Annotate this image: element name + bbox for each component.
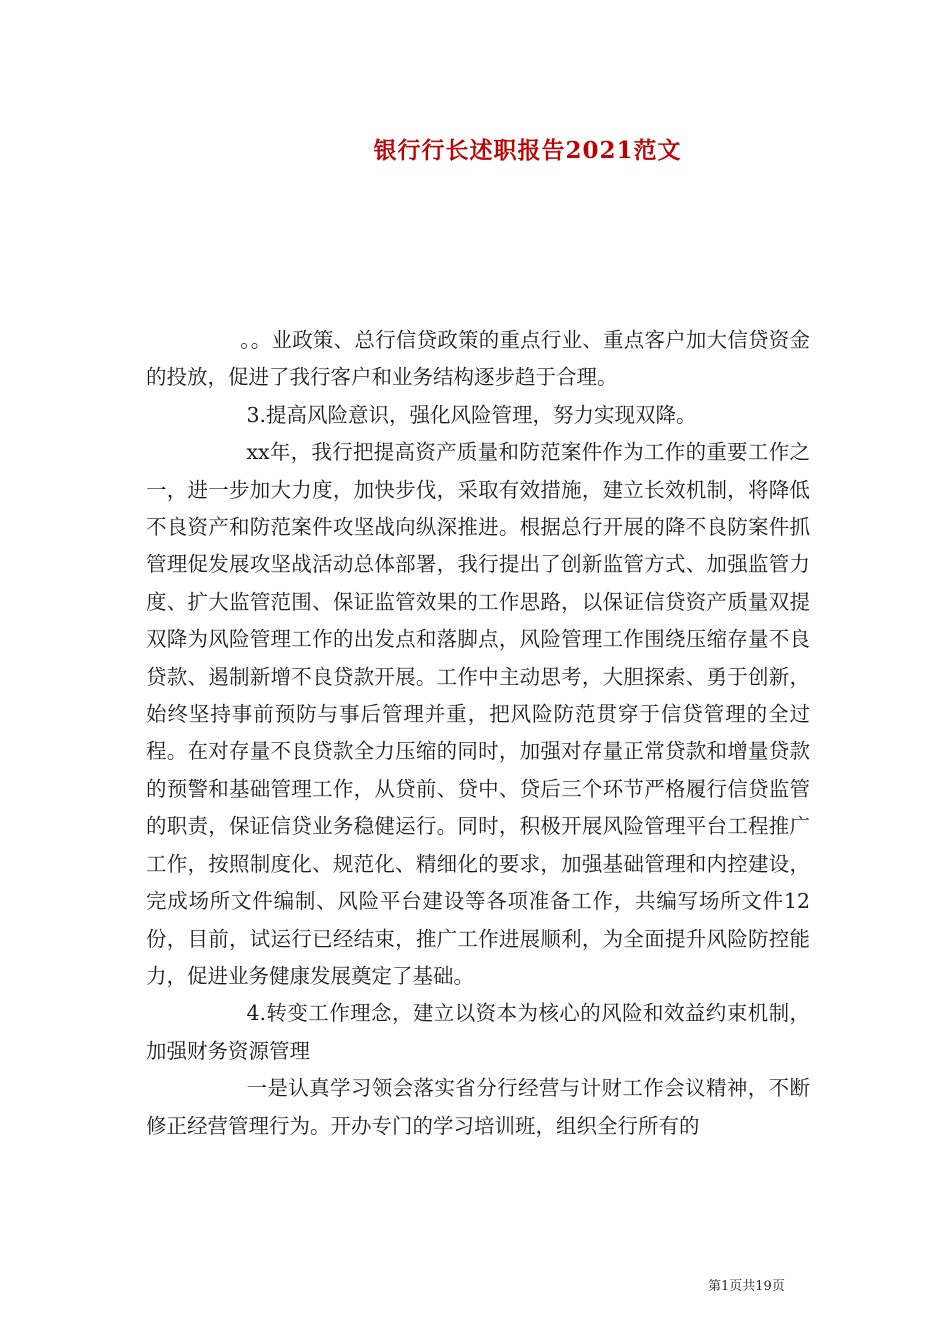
paragraph-5: 一是认真学习领会落实省分行经营与计财工作会议精神，不断修正经营管理行为。开办专门的学习培训班，组织全行所有的 [146, 1076, 810, 1138]
paragraph-4: 4.转变工作理念，建立以资本为核心的风险和效益约束机制，加强财务资源管理 [146, 1001, 810, 1063]
paragraph-2: 3.提高风险意识，强化风险管理，努力实现双降。 [246, 402, 697, 427]
document-body [146, 322, 810, 1145]
paragraph-3: xx年，我行把提高资产质量和防范案件作为工作的重要工作之一，进一步加大力度，加快步伐，采取有效措施，建立长效机制，将降低不良资产和防范案件攻坚战向纵深推进。根据总行开展的降不良防案件抓管理促发展攻坚战活动总体部署，我行提出了创新监管方式、加强监管力度、扩大监管范围、保证监管效果的工作思路，以保证信贷资产质量双提双降为风险管理工作的出发点和落脚点，风险管理工作围绕压缩存量不良贷款、遏制新增不良贷款开展。工作中主动思考，大胆探索、勇于创新，始终坚持事前预防与事后管理并重，把风险防范贯穿于信贷管理的全过程。在对存量不良贷款全力压缩的同时，加强对存量正常贷款和增量贷款的预警和基础管理工作，从贷前、贷中、贷后三个环节严格履行信贷监管的职责，保证信贷业务稳健运行。同时，积极开展风险管理平台工程推广工作，按照制度化、规范化、精细化的要求，加强基础管理和内控建设，完成场所文件编制、风险平台建设等各项准备工作，共编写场所文件12份，目前，试运行已经结束，推广工作进展顺利，为全面提升风险防控能力，促进业务健康发展奠定了基础。 [146, 440, 810, 988]
page-number-footer: 第1页共19页 [708, 1279, 785, 1294]
paragraph-1: 。。业政策、总行信贷政策的重点行业、重点客户加大信贷资金的投放，促进了我行客户和业务结构逐步趋于合理。 [146, 328, 810, 390]
document-title: 银行行长述职报告2021范文 [373, 137, 682, 164]
